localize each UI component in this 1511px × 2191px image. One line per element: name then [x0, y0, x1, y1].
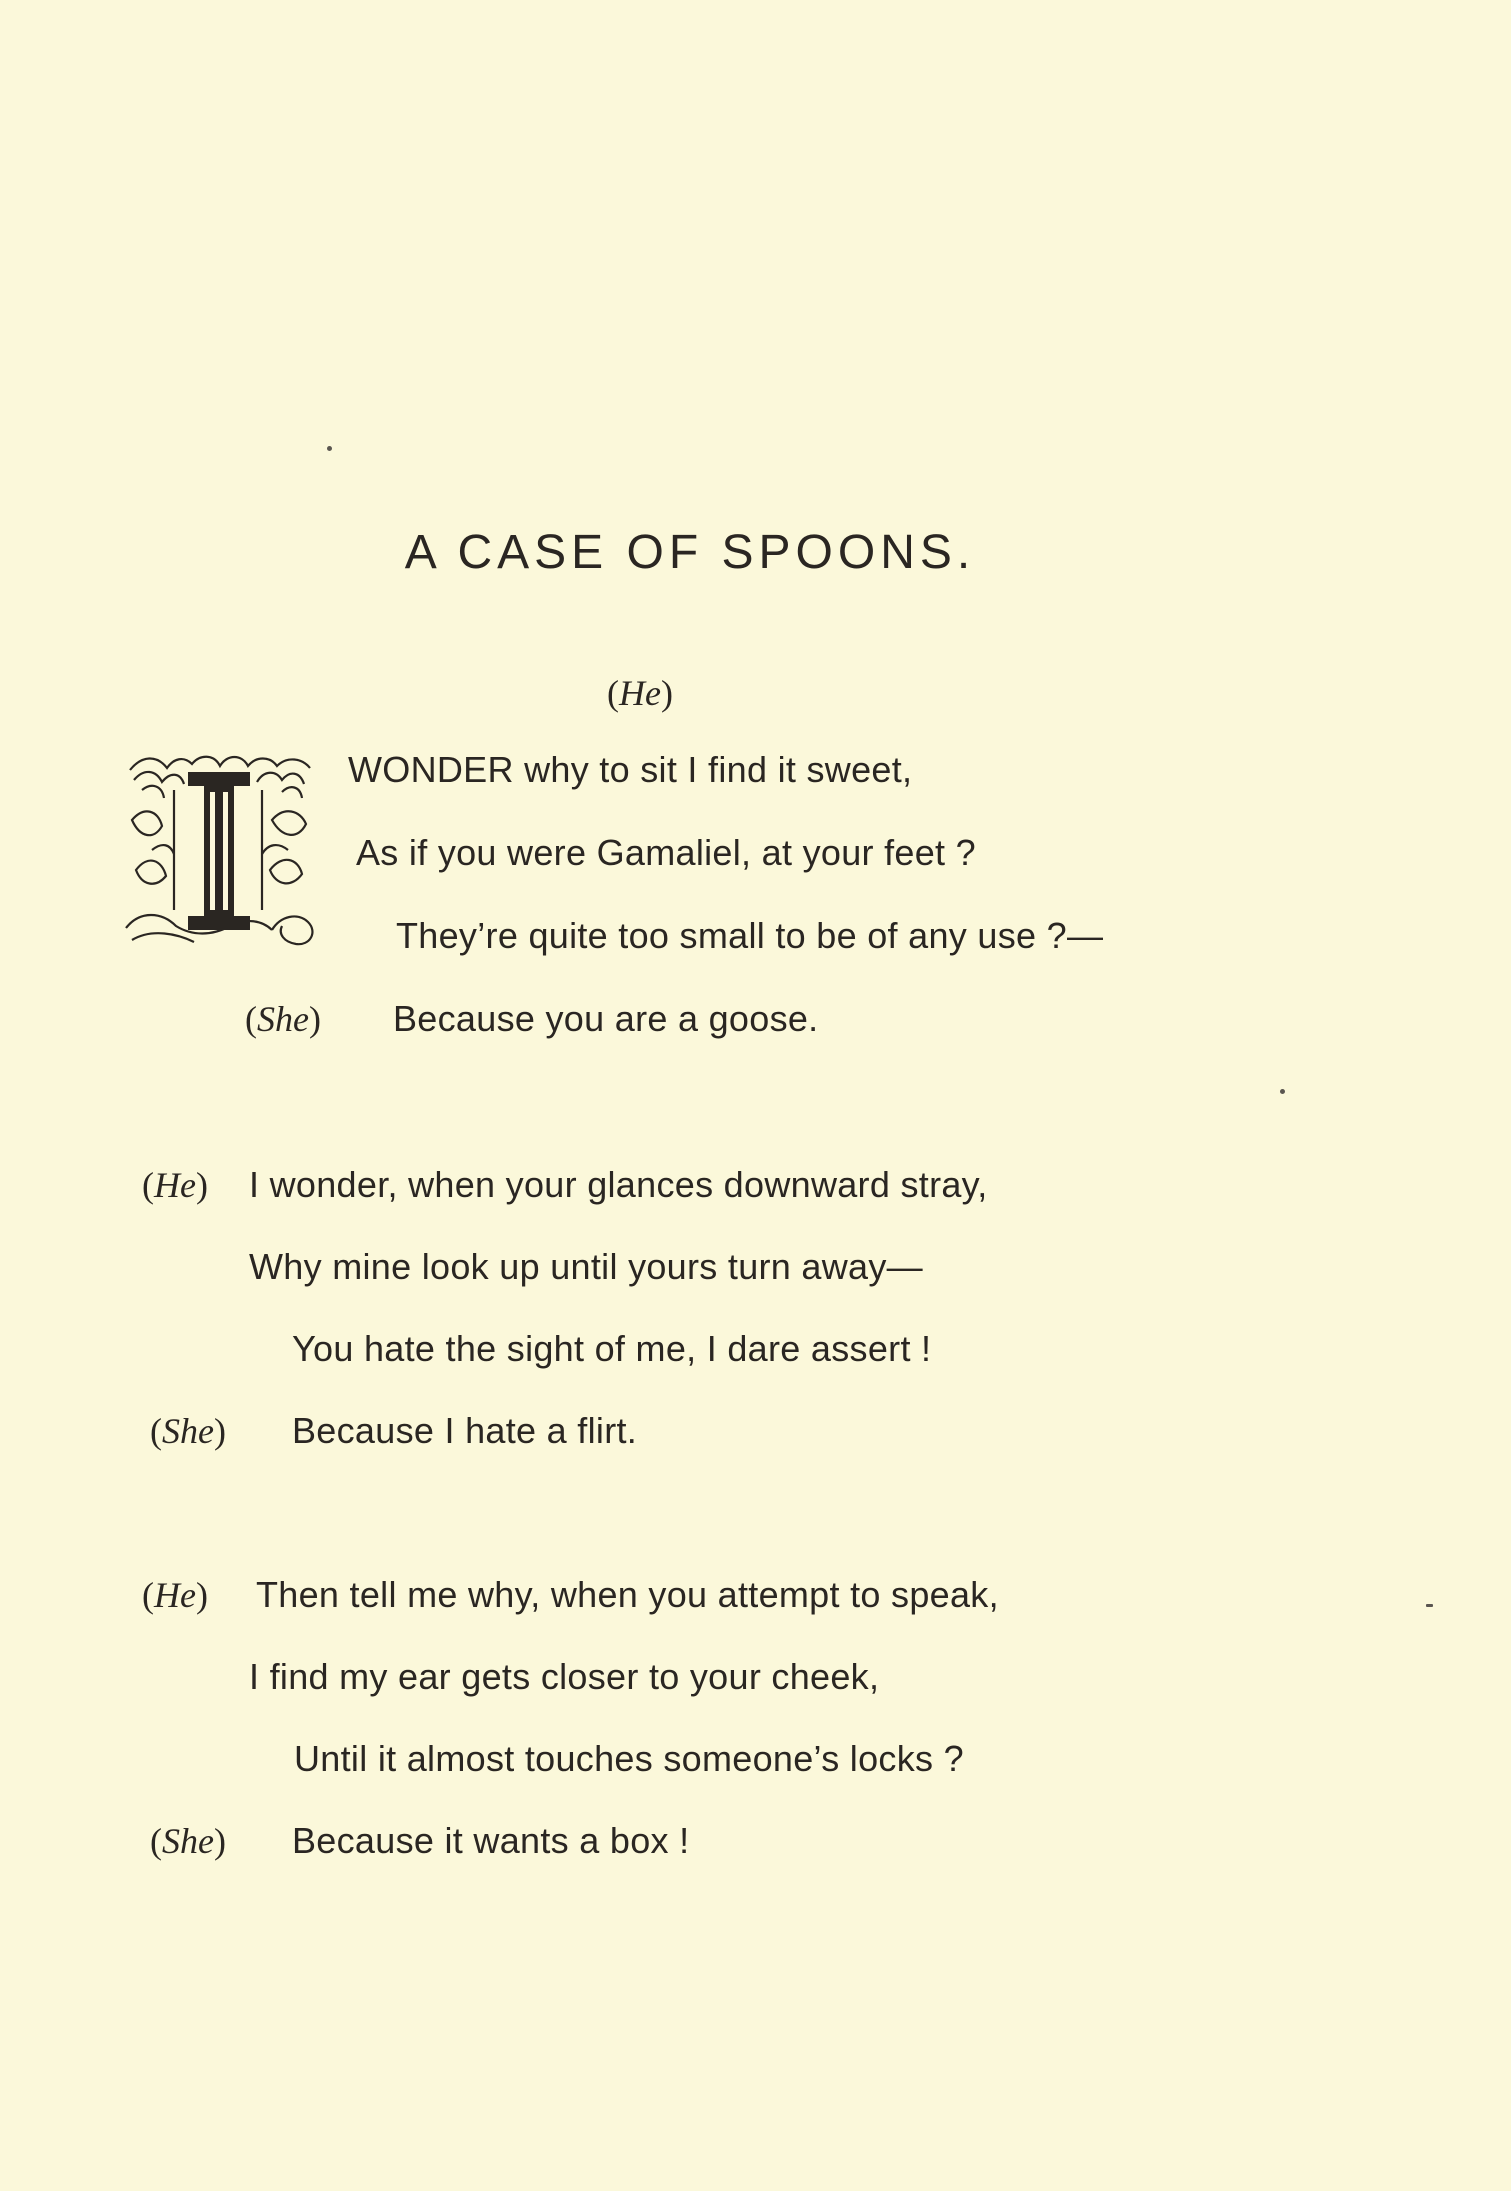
stanza2-line1: I wonder, when your glances downward stray, [249, 1164, 988, 1205]
stanza3-line2: I find my ear gets closer to your cheek, [249, 1656, 880, 1697]
paper-speck [327, 446, 332, 451]
stanza2-reply: Because I hate a flirt. [292, 1410, 638, 1451]
stanza1-reply: Because you are a goose. [393, 998, 819, 1039]
speaker-she-label: (She) [150, 1821, 226, 1861]
stanza3-line3: Until it almost touches someone’s locks ? [294, 1738, 964, 1779]
speaker-she-label: (She) [150, 1411, 226, 1451]
poem-title: A CASE OF SPOONS. [404, 526, 976, 579]
paper-speck [1280, 1089, 1285, 1094]
speaker-name: He [619, 673, 661, 713]
paper-speck [1426, 1604, 1433, 1607]
speaker-name: He [154, 1165, 196, 1205]
speaker-he-label: (He) [142, 1165, 208, 1205]
speaker-name: She [162, 1411, 214, 1451]
speaker-name: She [162, 1821, 214, 1861]
speaker-she-label: (She) [245, 999, 321, 1039]
speaker-name: He [154, 1575, 196, 1615]
speaker-name: She [257, 999, 309, 1039]
stanza1-line2: As if you were Gamaliel, at your feet ? [356, 832, 976, 873]
stanza1-line3: They’re quite too small to be of any use ?— [396, 915, 1104, 956]
ornamental-dropcap-i-icon [122, 750, 327, 950]
stanza2-line2: Why mine look up until yours turn away— [249, 1246, 923, 1287]
speaker-he-label: (He) [142, 1575, 208, 1615]
stanza3-line1: Then tell me why, when you attempt to speak, [256, 1574, 999, 1615]
stanza1-line1: WONDER why to sit I find it sweet, [348, 749, 913, 790]
speaker-he-label: (He) [607, 673, 673, 713]
stanza3-reply: Because it wants a box ! [292, 1820, 690, 1861]
stanza2-line3: You hate the sight of me, I dare assert ! [292, 1328, 932, 1369]
